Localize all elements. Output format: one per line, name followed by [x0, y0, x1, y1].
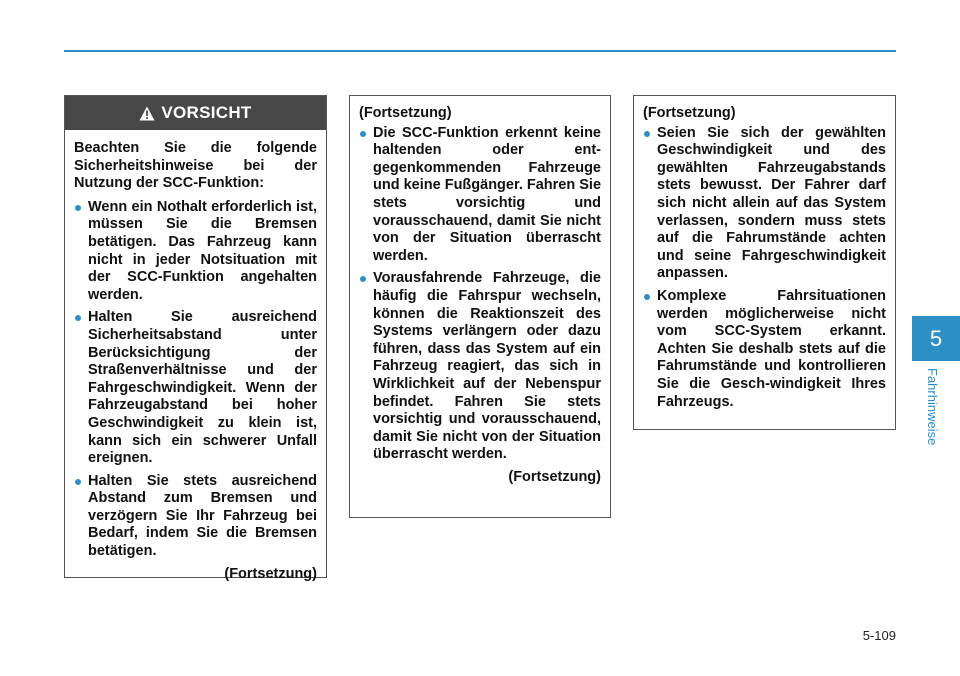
top-rule — [64, 50, 896, 52]
list-item — [359, 270, 601, 464]
bullet-dot-icon — [360, 131, 366, 137]
list-item — [643, 288, 886, 411]
column2-content — [350, 96, 610, 486]
chapter-tab[interactable] — [912, 316, 960, 361]
caution-box — [64, 95, 327, 582]
warning-triangle-icon — [139, 106, 155, 121]
bullet-dot-icon — [75, 315, 81, 321]
bullet-dot-icon — [75, 205, 81, 211]
continued-header: (Fortsetzung) — [359, 105, 452, 121]
list-item-text: Wenn ein Nothalt erforderlich ist, müssen Sie die Bremsen betätigen. Das Fahrzeug kann nicht in jeder Notsituation mit der SCC-Funktion angehalten werden. — [88, 198, 317, 303]
bullet-dot-icon — [360, 276, 366, 282]
list-item-text: Die SCC-Funktion erkennt keine haltenden oder ent-gegenkommenden Fahrzeuge und keine Fußgänger. Fahren Sie stets vorsichtig und vorausschauend, damit Sie nicht von der Situation überrascht werden. — [373, 124, 602, 264]
continuation-box-3 — [633, 95, 896, 430]
list-item — [74, 473, 317, 561]
bullet-dot-icon — [644, 131, 650, 137]
caution-list — [74, 199, 317, 561]
list-item-text: Seien Sie sich der gewählten Geschwindigkeit und des gewählten Fahrzeugabstands stets bewusst. Der Fahrer darf sich nicht allein auf das System verlassen, sondern muss stets auf die Fahrumstände achten und seine Fahrgeschwindigkeit anpassen. — [657, 124, 886, 282]
continued-note: (Fortsetzung) — [224, 565, 317, 582]
caution-header — [65, 96, 326, 130]
caution-content — [65, 130, 326, 583]
bullet-dot-icon — [75, 479, 81, 485]
list-item — [74, 199, 317, 305]
list-item-text: Halten Sie ausreichend Sicherheitsabstand unter Berücksichtigung der Straßenverhältnisse und der Fahrgeschwindigkeit. Wenn der Fahrzeugabstand bei hoher Geschwindigkeit zu klein ist, kann sich ein schwerer Unfall ereignen. — [88, 309, 317, 467]
continued-header: (Fortsetzung) — [643, 105, 736, 121]
list-item-text: Halten Sie stets ausreichend Abstand zum Bremsen und verzögern Sie Ihr Fahrzeug bei Bedarf, indem Sie die Bremsen betätigen. — [88, 472, 317, 560]
column3-list — [643, 125, 886, 412]
list-item-text: Vorausfahrende Fahrzeuge, die häufig die Fahrspur wechseln, können die Reaktionszeit des Systems verlängern oder dazu führen, dass das System auf ein Fahrzeug reagiert, das sich in Wirklichkeit auf der Nebenspur befindet. Fahren Sie stets vorsichtig und vorausschauend, damit Sie nicht von der Situation überrascht werden. — [373, 270, 601, 463]
chapter-number: 5 — [929, 325, 943, 351]
caution-header-label: VORSICHT — [161, 103, 252, 122]
list-item — [643, 125, 886, 283]
page-number: 5-109 — [862, 628, 896, 643]
list-item — [74, 309, 317, 467]
list-item — [359, 125, 601, 266]
list-item-text: Komplexe Fahrsituationen werden möglicherweise nicht vom SCC-System erkannt. Achten Sie deshalb stets auf die Fahrumstände und kontrollieren Sie die Gesch-windigkeit Ihres Fahrzeugs. — [657, 287, 886, 410]
column3-content — [634, 96, 895, 411]
continuation-box-2 — [349, 95, 611, 518]
chapter-title: Fahrhinweise — [925, 368, 940, 446]
column2-list — [359, 125, 601, 464]
caution-intro: Beachten Sie die folgende Sicherheitshinweise bei der Nutzung der SCC-Funktion: — [74, 140, 317, 192]
continued-note: (Fortsetzung) — [508, 468, 601, 485]
bullet-dot-icon — [644, 294, 650, 300]
